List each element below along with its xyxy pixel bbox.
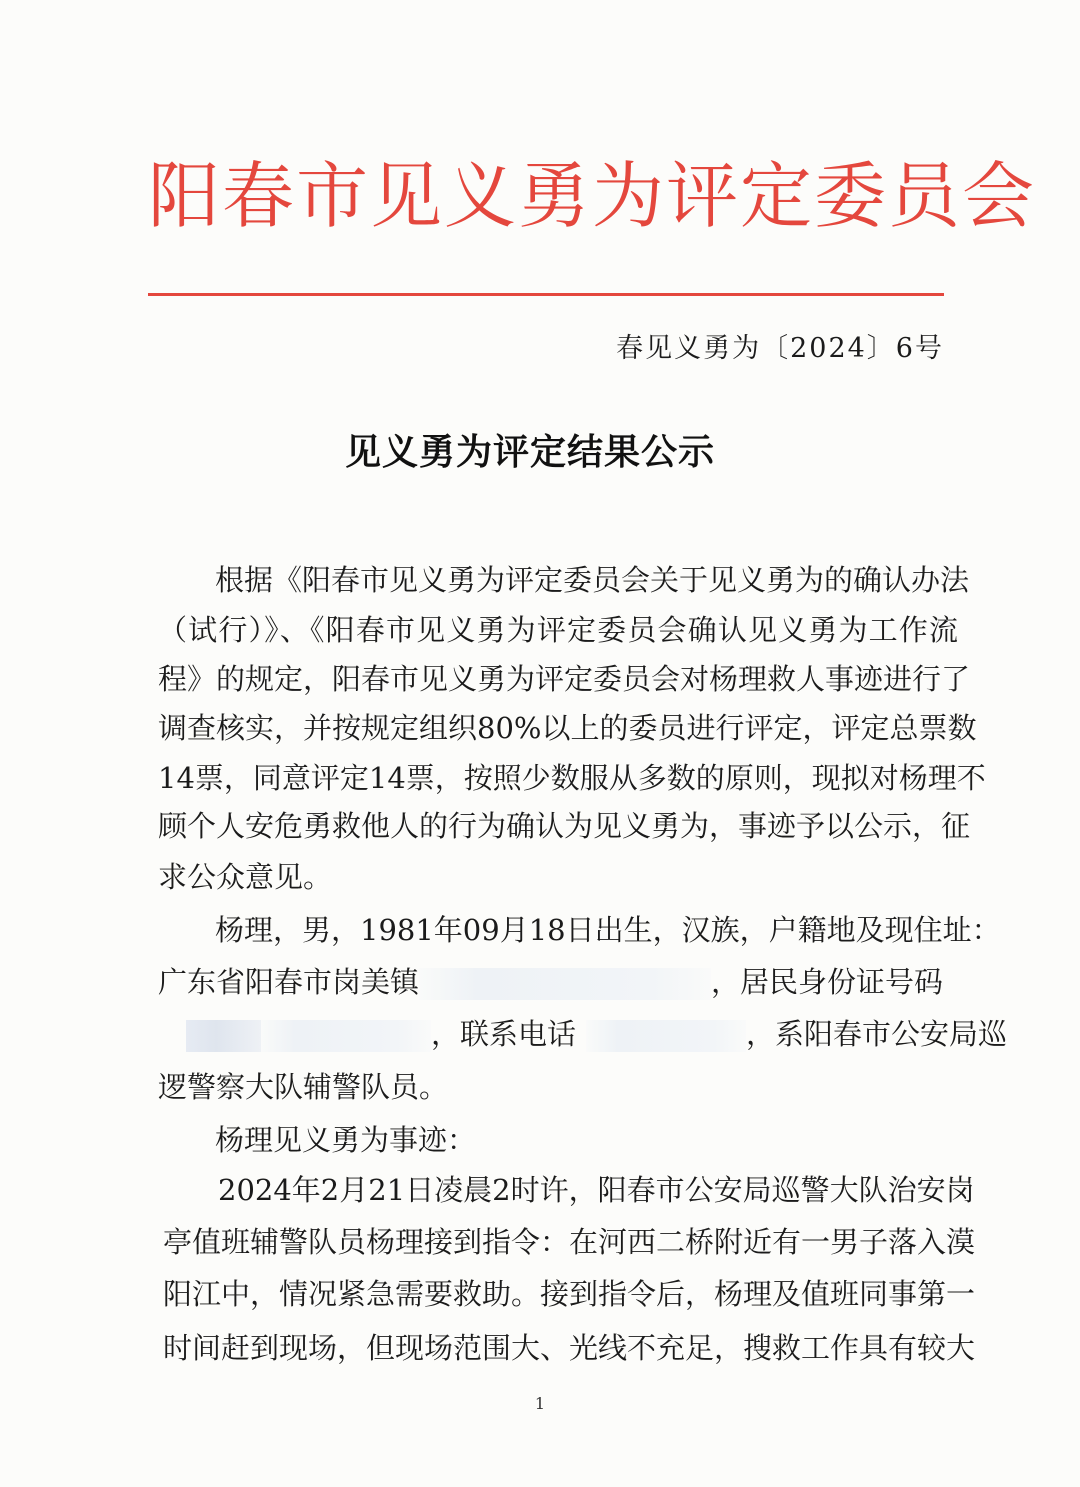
- body-line: 求公众意见。: [158, 860, 333, 894]
- redacted-id-number-rest: [261, 1020, 431, 1052]
- body-line: 程》的规定，阳春市见义勇为评定委员会对杨理救人事迹进行了: [158, 662, 971, 696]
- redacted-id-number: [186, 1020, 261, 1052]
- body-line: （试行）》、《阳春市见义勇为评定委员会确认见义勇为工作流: [158, 613, 958, 647]
- body-line: 14票，同意评定14票，按照少数服从多数的原则，现拟对杨理不: [158, 761, 986, 795]
- page-number: 1: [534, 1394, 546, 1413]
- body-line: 顾个人安危勇救他人的行为确认为见义勇为，事迹予以公示，征: [158, 809, 971, 843]
- body-line: 杨理，男，1981年09月18日出生，汉族，户籍地及现住址：: [215, 913, 1001, 947]
- address-text: 广东省阳春市岗美镇: [158, 965, 420, 999]
- body-line: 亭值班辅警队员杨理接到指令：在河西二桥附近有一男子落入漠: [163, 1225, 976, 1259]
- body-line: [158, 1014, 1008, 1054]
- body-line: [158, 962, 958, 1002]
- body-line: 阳江中，情况紧急需要救助。接到指令后，杨理及值班同事第一: [163, 1277, 976, 1311]
- redacted-phone: [586, 1020, 746, 1052]
- employer-text: ，系阳春市公安局巡: [746, 1017, 1008, 1051]
- body-line: 时间赶到现场，但现场范围大、光线不充足，搜救工作具有较大: [163, 1331, 976, 1365]
- id-label: ，居民身份证号码: [711, 965, 944, 999]
- org-title: 阳春市见义勇为评定委员会: [148, 154, 1037, 238]
- body-line: 2024年2月21日凌晨2时许，阳春市公安局巡警大队治安岗: [218, 1173, 975, 1207]
- red-divider: [148, 293, 944, 296]
- body-line: 根据《阳春市见义勇为评定委员会关于见义勇为的确认办法: [215, 563, 970, 597]
- section-heading: 杨理见义勇为事迹：: [215, 1123, 477, 1157]
- body-line: 调查核实，并按规定组织80%以上的委员进行评定，评定总票数: [158, 711, 977, 745]
- doc-title: 见义勇为评定结果公示: [344, 431, 715, 473]
- phone-label: ，联系电话: [431, 1017, 577, 1051]
- body-line: 逻警察大队辅警队员。: [158, 1070, 449, 1104]
- redacted-address: [419, 968, 711, 1000]
- doc-number: 春见义勇为〔2024〕6号: [616, 333, 944, 364]
